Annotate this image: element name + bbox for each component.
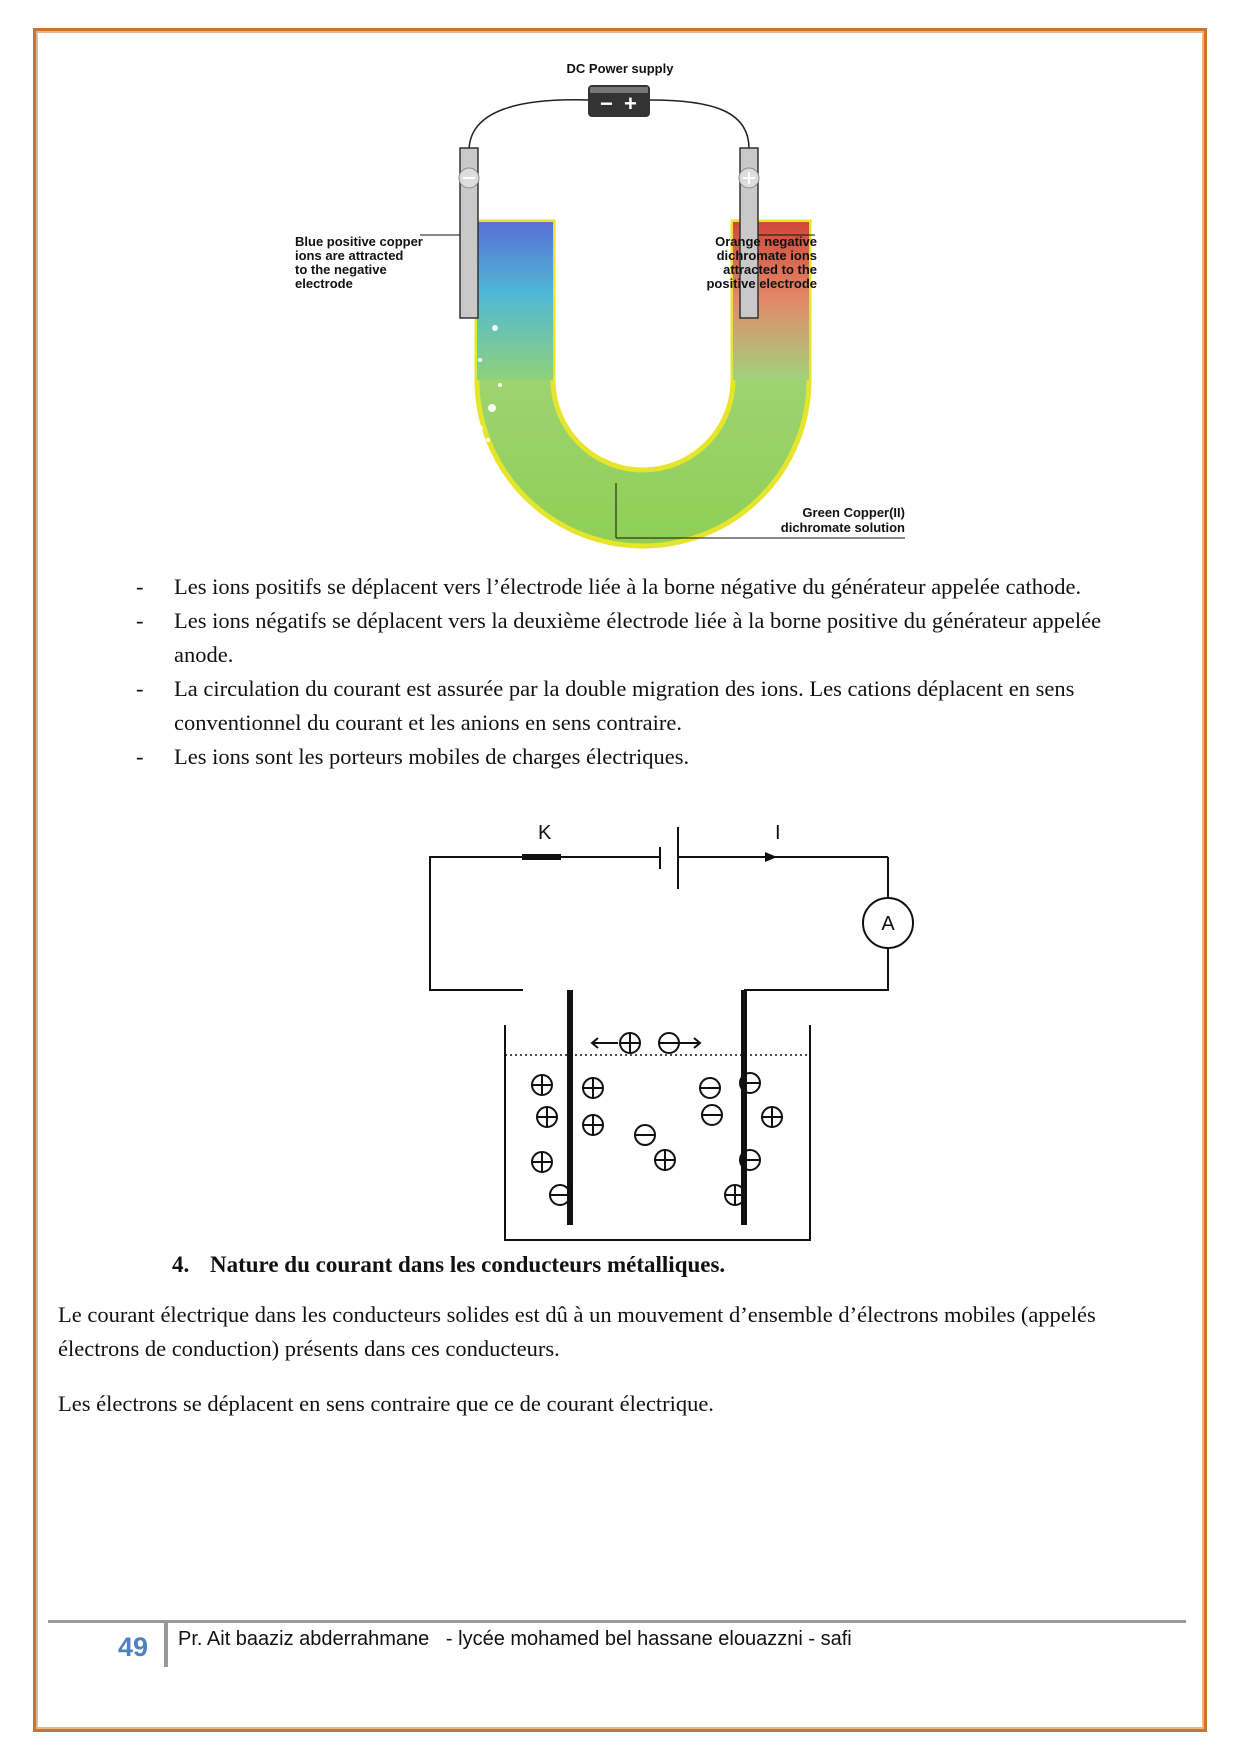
page-number: 49 bbox=[118, 1632, 149, 1662]
list-item bbox=[120, 570, 1160, 604]
paragraph-electron-direction: Les électrons se déplacent en sens contraire que ce de courant électrique. bbox=[58, 1391, 714, 1416]
paragraph-conduction-electrons: Le courant électrique dans les conducteurs solides est dû à un mouvement d’ensemble d’électrons mobiles (appelés électrons de conduction) présents dans ces conducteurs. bbox=[58, 1302, 1096, 1361]
left-annotation-line1: Blue positive copper bbox=[295, 234, 423, 249]
anion-icons bbox=[550, 1073, 760, 1205]
battery-minus-sign: − bbox=[600, 91, 613, 116]
bottom-annotation-line2: dichromate solution bbox=[780, 520, 905, 535]
footer-separator bbox=[164, 1623, 168, 1667]
right-annotation-line3: attracted to the bbox=[723, 262, 817, 277]
wire-left bbox=[469, 100, 588, 150]
bullet-text: Les ions négatifs se déplacent vers la deuxième électrode liée à la borne positive du générateur appelée anode. bbox=[174, 608, 1102, 667]
section-heading bbox=[172, 1252, 725, 1278]
bullet-dash: - bbox=[136, 744, 144, 769]
section-number: 4. bbox=[172, 1252, 190, 1277]
electrolysis-circuit-figure bbox=[420, 815, 940, 1255]
switch-label: K bbox=[538, 822, 552, 844]
bullet-text: La circulation du courant est assurée par la double migration des ions. Les cations déplacent en sens conventionnel du courant et les anions en sens contraire. bbox=[174, 676, 1075, 735]
bottom-annotation-line1: Green Copper(II) bbox=[802, 505, 905, 520]
footer-author: Pr. Ait baaziz abderrahmane - lycée mohamed bel hassane elouazzni - safi bbox=[178, 1628, 852, 1650]
right-annotation-line2: dichromate ions bbox=[716, 248, 817, 263]
bullet-list bbox=[120, 570, 1160, 774]
list-item bbox=[120, 604, 1160, 672]
beaker bbox=[505, 1025, 810, 1240]
bullet-dash: - bbox=[136, 608, 144, 633]
bullet-text: Les ions sont les porteurs mobiles de charges électriques. bbox=[174, 744, 690, 769]
left-annotation-line4: electrode bbox=[295, 276, 353, 291]
ammeter-label: A bbox=[881, 913, 895, 935]
bullet-text: Les ions positifs se déplacent vers l’électrode liée à la borne négative du générateur appelée cathode. bbox=[174, 574, 1082, 599]
power-supply-title: DC Power supply bbox=[566, 61, 674, 76]
list-item bbox=[120, 672, 1160, 740]
u-tube-electrolysis-figure bbox=[295, 60, 920, 550]
section-title: Nature du courant dans les conducteurs métalliques. bbox=[210, 1252, 726, 1277]
left-arm-blue-solution bbox=[477, 222, 553, 380]
current-label: I bbox=[775, 822, 781, 844]
wire-left bbox=[430, 857, 523, 990]
bullet-dash: - bbox=[136, 574, 144, 599]
wire-right bbox=[650, 100, 749, 150]
bullet-dash: - bbox=[136, 676, 144, 701]
battery-plus-sign: + bbox=[624, 91, 637, 116]
current-arrow-icon bbox=[765, 852, 777, 862]
right-annotation-line1: Orange negative bbox=[715, 234, 817, 249]
list-item bbox=[120, 740, 1160, 774]
footer-divider bbox=[48, 1620, 1186, 1623]
ion-migration-arrow-icon bbox=[592, 1033, 700, 1053]
left-annotation-line3: to the negative bbox=[295, 262, 387, 277]
right-annotation-line4: positive electrode bbox=[706, 276, 817, 291]
left-annotation-line2: ions are attracted bbox=[295, 248, 404, 263]
